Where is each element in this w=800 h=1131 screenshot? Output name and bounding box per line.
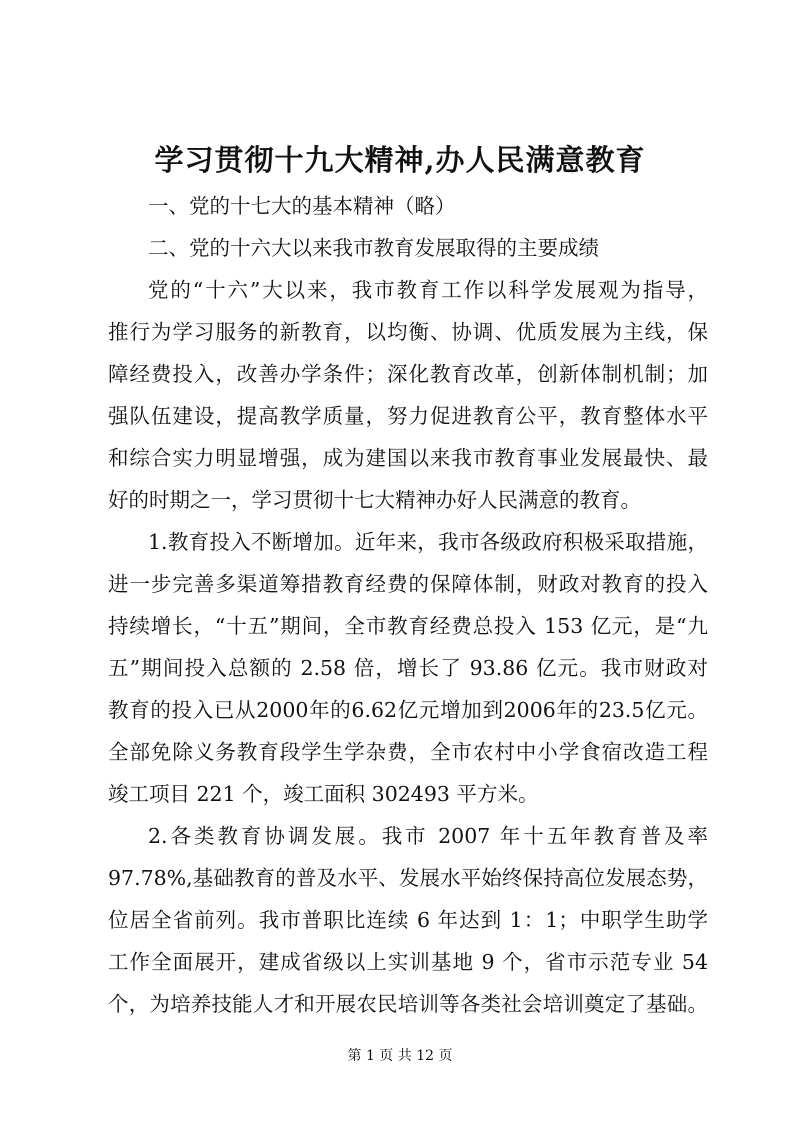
paragraph-line: 好的时期之一，学习贯彻十七大精神办好人民满意的教育。 (108, 488, 641, 512)
paragraph-line: 竣工项目 221 个，竣工面积 302493 平方米。 (108, 782, 539, 806)
section-heading-2: 二、党的十六大以来我市教育发展取得的主要成绩 (148, 236, 599, 260)
paragraph-line: 97.78%,基础教育的普及水平、发展水平始终保持高位发展态势， (108, 866, 708, 890)
paragraph-line: 位居全省前列。我市普职比连续 6 年达到 1：1；中职学生助学 (108, 908, 708, 932)
paragraph-line: 1.教育投入不断增加。近年来，我市各级政府积极采取措施， (148, 530, 708, 554)
document-title: 学习贯彻十九大精神,办人民满意教育 (154, 143, 646, 177)
section-heading-1: 一、党的十七大的基本精神（略） (148, 194, 456, 218)
paragraph-line: 和综合实力明显增强，成为建国以来我市教育事业发展最快、最 (108, 446, 708, 470)
paragraph-line: 进一步完善多渠道筹措教育经费的保障体制，财政对教育的投入 (108, 572, 708, 596)
paragraph-line: 党的“十六”大以来，我市教育工作以科学发展观为指导， (148, 278, 708, 302)
paragraph-line: 教育的投入已从2000年的6.62亿元增加到2006年的23.5亿元。 (108, 698, 708, 722)
paragraph-line: 障经费投入，改善办学条件；深化教育改革，创新体制机制；加 (108, 362, 708, 386)
paragraph-line: 推行为学习服务的新教育，以均衡、协调、优质发展为主线，保 (108, 320, 708, 344)
paragraph-line: 五”期间投入总额的 2.58 倍，增长了 93.86 亿元。我市财政对 (108, 656, 708, 680)
paragraph-line: 强队伍建设，提高教学质量，努力促进教育公平，教育整体水平 (108, 404, 708, 428)
paragraph-line: 持续增长，“十五”期间，全市教育经费总投入 153 亿元，是“九 (108, 614, 708, 638)
paragraph-line: 全部免除义务教育段学生学杂费，全市农村中小学食宿改造工程 (108, 740, 708, 764)
page-indicator: 第 1 页 共 12 页 (347, 1048, 453, 1064)
paragraph-line: 2.各类教育协调发展。我市 2007 年十五年教育普及率 (148, 824, 708, 848)
paragraph-line: 个，为培养技能人才和开展农民培训等各类社会培训奠定了基础。 (108, 992, 708, 1016)
paragraph-line: 工作全面展开，建成省级以上实训基地 9 个，省市示范专业 54 (108, 950, 708, 974)
